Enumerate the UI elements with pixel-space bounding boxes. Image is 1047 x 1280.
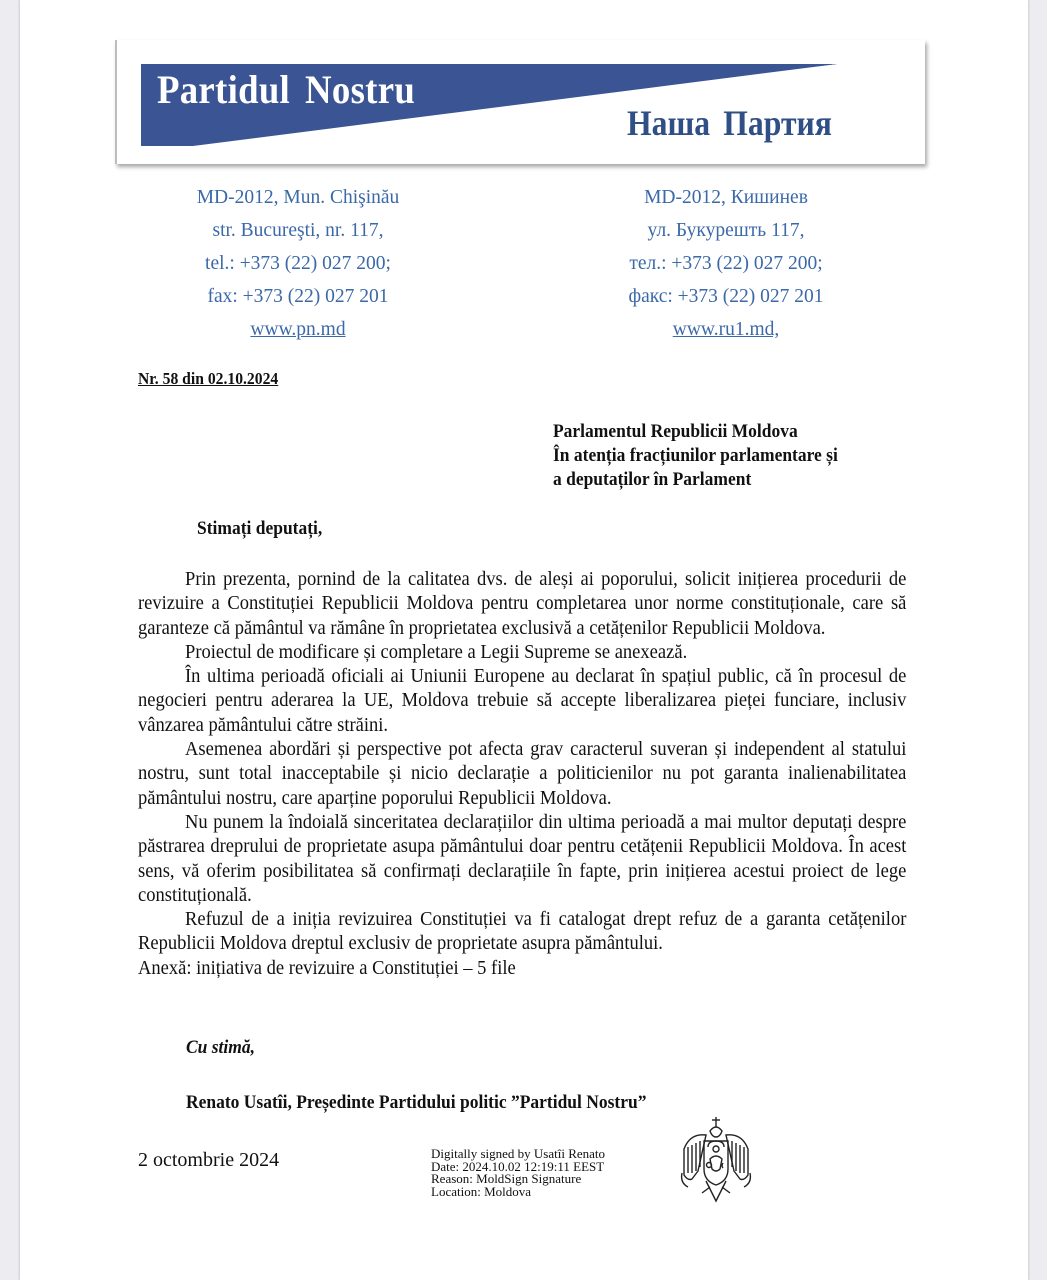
body-paragraph: Prin prezenta, pornind de la calitatea dvs. de aleși ai poporului, solicit inițierea procedurii de revizuire a Constituției Republicii Moldova pentru completarea unor norme constituționale, care să garanteze că pământul va rămâne în proprietatea exclusivă a cetățenilor Republicii Moldova. bbox=[138, 568, 907, 639]
recipient-line: Parlamentul Republicii Moldova bbox=[553, 421, 798, 442]
annex-note: Anexă: inițiativa de revizuire a Constituției – 5 file bbox=[138, 956, 516, 979]
letter-date: 2 octombrie 2024 bbox=[138, 1149, 280, 1171]
digital-signature-block[interactable] bbox=[431, 1148, 605, 1198]
salutation: Stimați deputați, bbox=[197, 518, 323, 539]
website-link-pn[interactable]: www.pn.md bbox=[250, 319, 346, 340]
brand-name-latin: Partidul Nostru bbox=[157, 67, 416, 112]
address-street: str. Bucureşti, nr. 117, bbox=[212, 220, 384, 241]
address-line: MD-2012, Mun. Chişinău bbox=[196, 187, 400, 208]
letterhead-banner bbox=[115, 40, 925, 164]
address-russian bbox=[566, 181, 886, 346]
phone-number: tel.: +373 (22) 027 200; bbox=[205, 253, 391, 274]
moldova-coat-of-arms-icon bbox=[676, 1115, 756, 1207]
body-paragraph: În ultima perioadă oficiali ai Uniunii Europene au declarat în spațiul public, că în procesul de negocieri pentru aderarea la UE, Moldova trebuie să accepte liberalizarea pieței funciare, inclusiv vânzarea pământului către străini. bbox=[138, 665, 907, 736]
recipient-block bbox=[553, 420, 838, 492]
brand-name-cyrillic: Наша Партия bbox=[627, 103, 832, 143]
phone-number: тел.: +373 (22) 027 200; bbox=[629, 253, 823, 274]
document-number: Nr. 58 din 02.10.2024 bbox=[138, 369, 279, 388]
signature-location: Location: Moldova bbox=[431, 1183, 532, 1199]
body-paragraph: Refuzul de a iniția revizuirea Constituției va fi catalogat drept refuz de a garanta cetățenilor Republicii Moldova dreptul exclusiv de proprietate asupra pământului. bbox=[138, 908, 907, 955]
address-street: ул. Букурешть 117, bbox=[647, 220, 805, 241]
recipient-line: În atenția fracțiunilor parlamentare și bbox=[553, 445, 838, 466]
address-line: MD-2012, Кишинев bbox=[644, 187, 808, 208]
signatory: Renato Usatîi, Președinte Partidului politic ”Partidul Nostru” bbox=[186, 1092, 647, 1113]
body-paragraph: Nu punem la îndoială sinceritatea declarațiilor din ultima perioadă a mai multor deputați despre păstrarea dreprului de proprietate asupa pământului doar pentru cetățenii Republicii Moldova. În acest sens, vă oferim posibilitatea să confirmați declarațiile în fapte, prin inițierea acestui proiect de lege constituțională. bbox=[138, 810, 907, 906]
website-link-ru1[interactable]: www.ru1.md, bbox=[672, 319, 780, 340]
document-page bbox=[20, 0, 1028, 1280]
signature-date: Date: 2024.10.02 12:19:11 EEST bbox=[431, 1158, 605, 1174]
fax-number: fax: +373 (22) 027 201 bbox=[207, 286, 389, 307]
letter-body bbox=[138, 567, 906, 980]
address-romanian bbox=[138, 181, 458, 346]
signature-reason: Reason: MoldSign Signature bbox=[431, 1171, 582, 1186]
closing: Cu stimă, bbox=[186, 1037, 255, 1058]
body-paragraph: Asemenea abordări și perspective pot afecta grav caracterul suveran și independent al statului nostru, sunt total inacceptabile și nicio declarație a politicienilor nu pot garanta inalienabilitatea pământului nostru, care aparține poporului Republicii Moldova. bbox=[138, 738, 907, 809]
body-paragraph: Proiectul de modificare și completare a Legii Supreme se anexează. bbox=[185, 640, 688, 663]
fax-number: факс: +373 (22) 027 201 bbox=[628, 286, 824, 307]
recipient-line: a deputaților în Parlament bbox=[553, 469, 752, 490]
signed-by: Digitally signed by Usatîi Renato bbox=[431, 1146, 606, 1161]
